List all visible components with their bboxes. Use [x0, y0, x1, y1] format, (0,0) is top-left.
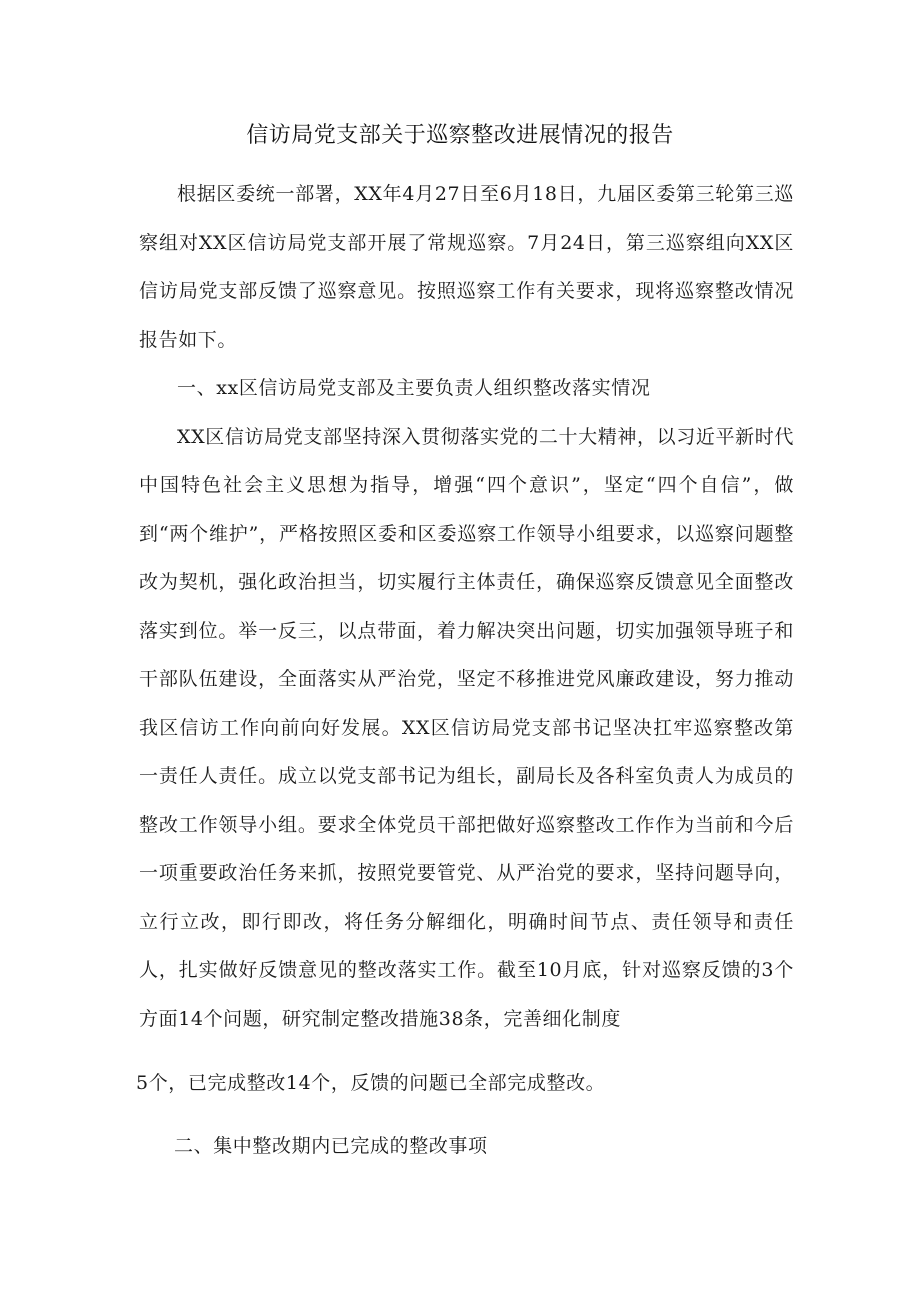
intro-paragraph: 根据区委统一部署，XX年4月27日至6月18日，九届区委第三轮第三巡察组对XX区信访局党支部开展了常规巡察。7月24日，第三巡察组向XX区信访局党支部反馈了巡察意见。按照巡察工作有关要求，现将巡察整改情况报告如下。: [139, 183, 794, 351]
section-heading-1: 一、xx区信访局党支部及主要负责人组织整改落实情况: [177, 377, 651, 399]
section-1-paragraph: XX区信访局党支部坚持深入贯彻落实党的二十大精神，以习近平新时代中国特色社会主义思想为指导，增强“四个意识”，坚定“四个自信”，做到“两个维护”，严格按照区委和区委巡察工作领导小组要求，以巡察问题整改为契机，强化政治担当，切实履行主体责任，确保巡察反馈意见全面整改落实到位。举一反三，以点带面，着力解决突出问题，切实加强领导班子和干部队伍建设，全面落实从严治党，坚定不移推进党风廉政建设，努力推动我区信访工作向前向好发展。XX区信访局党支部书记坚决扛牢巡察整改第一责任人责任。成立以党支部书记为组长，副局长及各科室负责人为成员的整改工作领导小组。要求全体党员干部把做好巡察整改工作作为当前和今后一项重要政治任务来抓，按照党要管党、从严治党的要求，坚持问题导向，立行立改，即行即改，将任务分解细化，明确时间节点、责任领导和责任人，扎实做好反馈意见的整改落实工作。截至10月底，针对巡察反馈的3个方面14个问题，研究制定整改措施38条，完善细化制度: [139, 425, 794, 1030]
document-body: [136, 170, 794, 1170]
document-title: 信访局党支部关于巡察整改进展情况的报告: [246, 123, 674, 148]
section-1-continuation: 5个，已完成整改14个，反馈的问题已全部完成整改。: [136, 1072, 606, 1094]
section-heading-2: 二、集中整改期内已完成的整改事项: [174, 1134, 488, 1157]
